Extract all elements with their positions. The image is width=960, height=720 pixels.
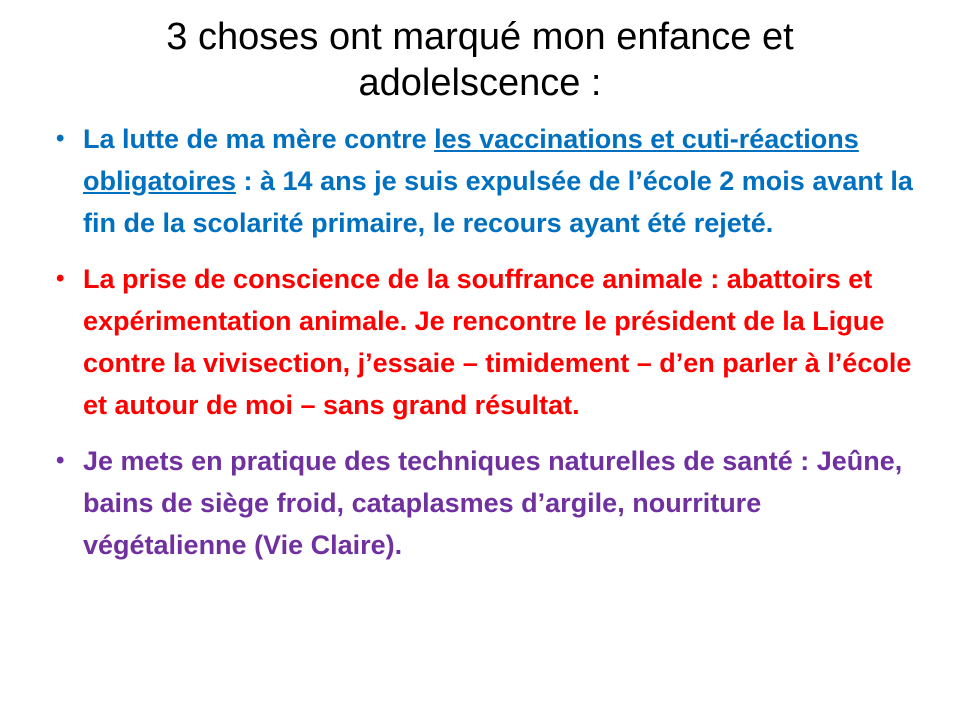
slide-title: [60, 14, 900, 106]
bullet-text-after: : à 14 ans je suis expulsée de l’école 2 mois avant la fin de la scolarité primaire, le recours ayant été rejeté.: [83, 166, 913, 238]
title-line-2: adolelscence :: [358, 62, 602, 104]
bullet-dot-icon: •: [56, 265, 65, 292]
bullet-dot-icon: •: [56, 125, 65, 152]
bullet-item-natural-health: [48, 440, 918, 566]
bullet-text: La prise de conscience de la souffrance animale : abattoirs et expérimentation animale. Je rencontre le président de la Ligue contre la vivisection, j’essaie – timidement – d’en parler à l’école et autour de moi – sans grand résultat.: [83, 264, 912, 420]
bullet-text-before: La lutte de ma mère contre: [83, 124, 435, 154]
bullet-underlined-text: les vaccinations et cuti-réactions obligatoires: [83, 124, 859, 196]
bullet-text: Je mets en pratique des techniques naturelles de santé : Jeûne, bains de siège froid, cataplasmes d’argile, nourriture végétalienne (Vie Claire).: [83, 446, 903, 560]
title-line-1: 3 choses ont marqué mon enfance et: [166, 16, 794, 58]
bullet-item-animal-suffering: [48, 258, 918, 426]
bullet-list: [48, 118, 918, 580]
bullet-item-vaccinations: [48, 118, 918, 244]
bullet-dot-icon: •: [56, 447, 65, 474]
